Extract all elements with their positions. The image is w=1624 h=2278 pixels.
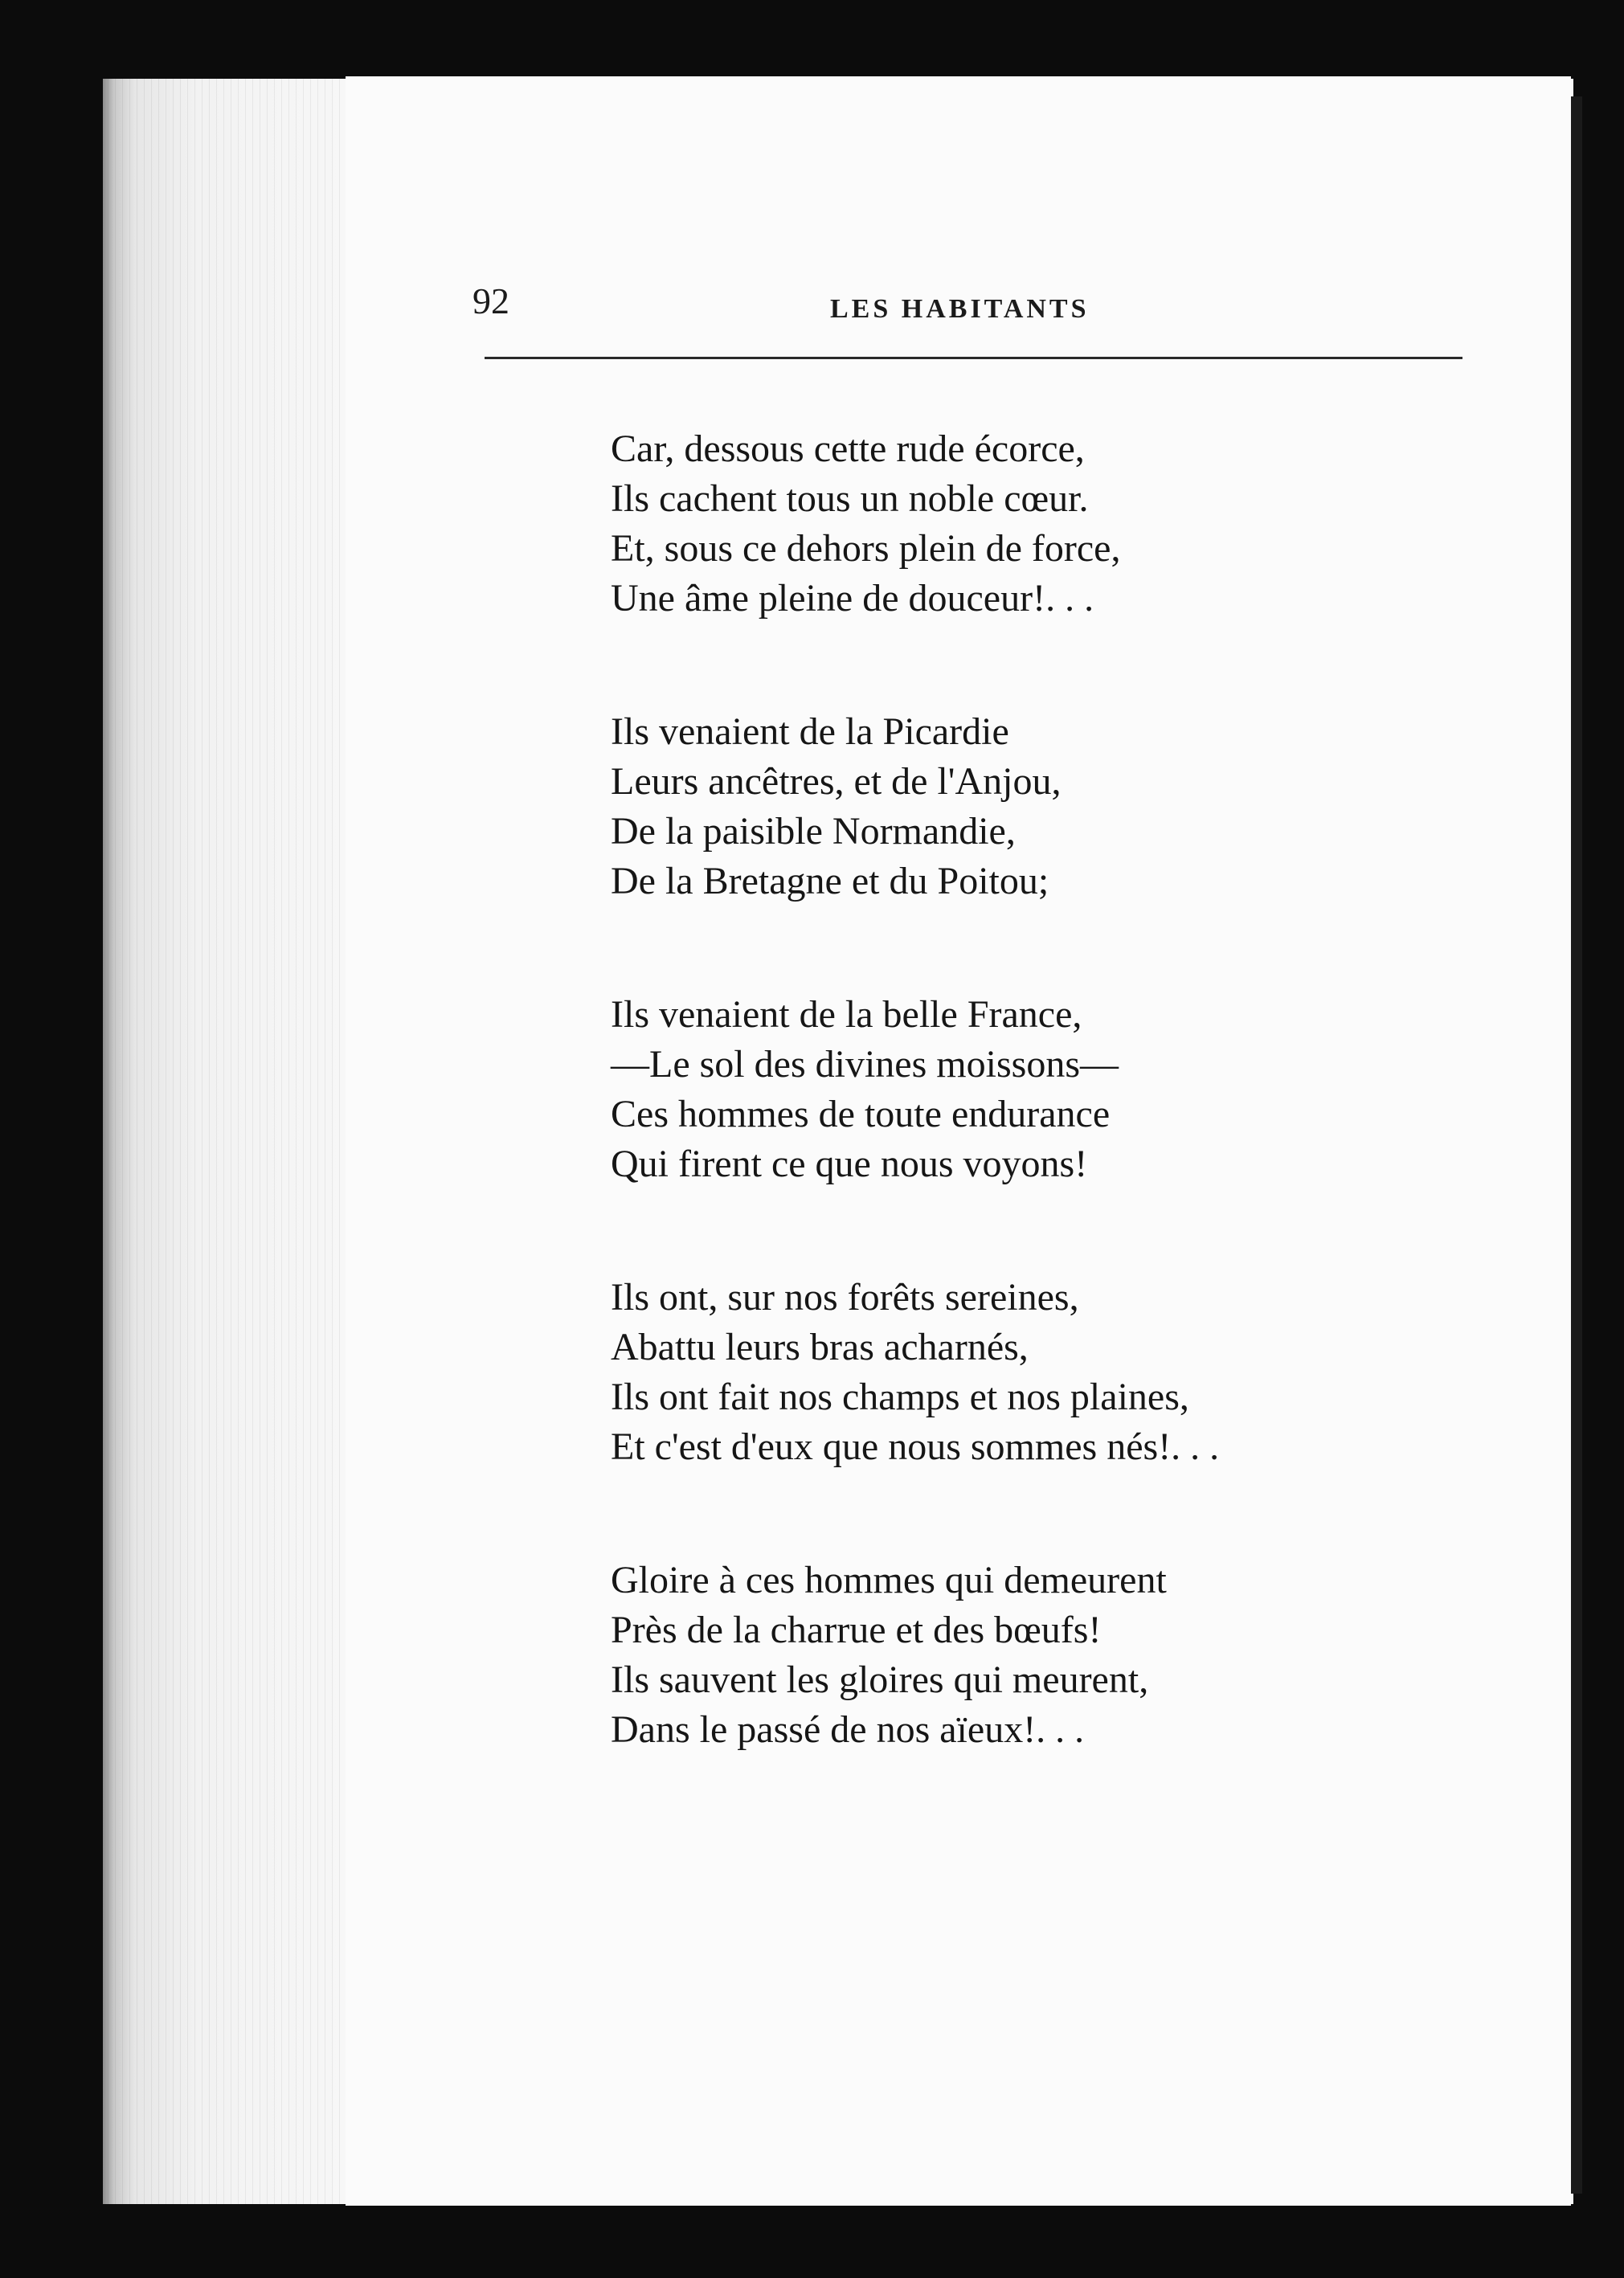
poem-line: Ils cachent tous un noble cœur. (611, 477, 1089, 520)
running-head: LES HABITANTS (830, 294, 1090, 324)
header-rule (485, 357, 1462, 359)
poem (611, 424, 1495, 1838)
poem-line: Leurs ancêtres, et de l'Anjou, (611, 760, 1062, 803)
stanza-5 (611, 1556, 1495, 1755)
poem-line: Qui firent ce que nous voyons! (611, 1143, 1088, 1185)
poem-line: Ils venaient de la Picardie (611, 710, 1009, 753)
poem-line: Abattu leurs bras acharnés, (611, 1326, 1029, 1368)
poem-line: Car, dessous cette rude écorce, (611, 427, 1085, 470)
poem-line: Dans le passé de nos aïeux!. . . (611, 1708, 1085, 1751)
page-right-edge (1571, 96, 1582, 2194)
stanza-3 (611, 990, 1495, 1189)
poem-line: Et c'est d'eux que nous sommes nés!. . . (611, 1425, 1220, 1468)
stanza-2 (611, 707, 1495, 906)
poem-line: Et, sous ce dehors plein de force, (611, 527, 1121, 570)
poem-line: Ils venaient de la belle France, (611, 993, 1082, 1036)
poem-line: Une âme pleine de douceur!. . . (611, 577, 1094, 620)
poem-line: De la Bretagne et du Poitou; (611, 860, 1049, 902)
poem-line: Ils ont fait nos champs et nos plaines, (611, 1376, 1189, 1418)
stanza-4 (611, 1273, 1495, 1472)
poem-line: Ils sauvent les gloires qui meurent, (611, 1658, 1149, 1701)
poem-line: Gloire à ces hommes qui demeurent (611, 1559, 1167, 1601)
poem-line: Près de la charrue et des bœufs! (611, 1609, 1102, 1651)
poem-line: Ils ont, sur nos forêts sereines, (611, 1276, 1079, 1319)
poem-line: De la paisible Normandie, (611, 810, 1016, 853)
poem-line: —Le sol des divines moissons— (611, 1043, 1119, 1086)
page-number: 92 (472, 280, 509, 321)
poem-line: Ces hommes de toute endurance (611, 1093, 1111, 1135)
stanza-1 (611, 424, 1495, 624)
